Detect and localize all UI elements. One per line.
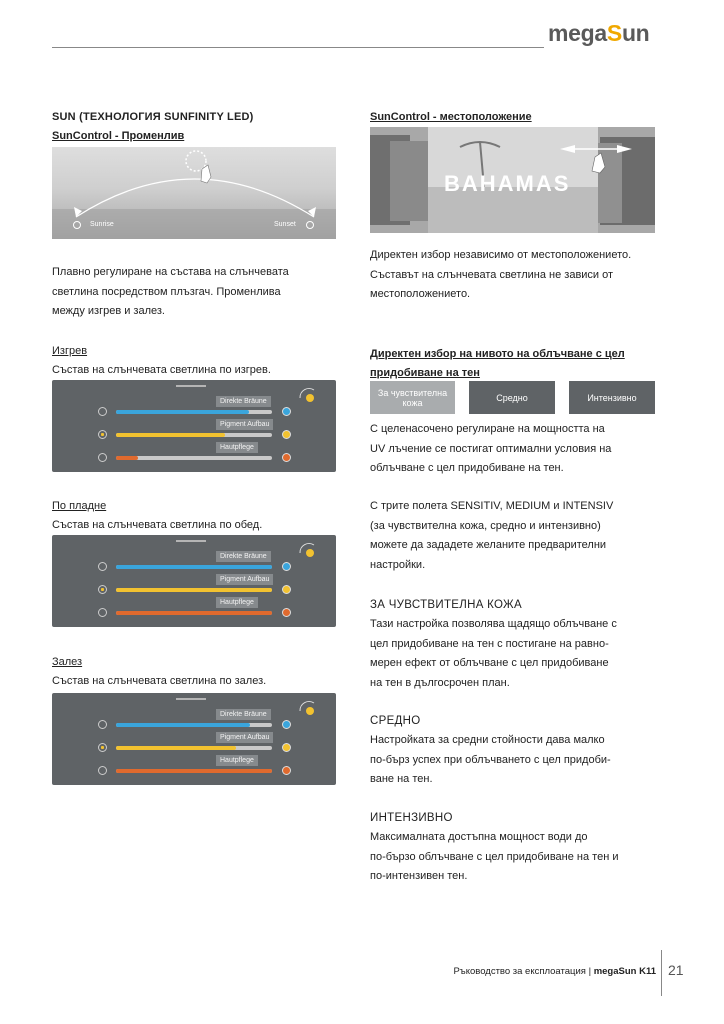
bahamas-text: BAHAMAS xyxy=(444,171,571,196)
slider-right-icon xyxy=(282,720,291,729)
slider-right-icon xyxy=(282,585,291,594)
sunset-label: Sunset xyxy=(274,221,296,228)
sunrise-sunset-image xyxy=(52,147,336,239)
slider-left-icon xyxy=(98,743,107,752)
slider-track[interactable] xyxy=(116,456,272,460)
panel-handle xyxy=(176,698,206,700)
slider-fill xyxy=(116,456,138,460)
slider-track[interactable] xyxy=(116,565,272,569)
sunrise-desc: Състав на слънчевата светлина по изгрев. xyxy=(52,364,271,376)
slider-left-icon xyxy=(98,720,107,729)
bahamas-image xyxy=(370,127,655,233)
sunset-title: Залез xyxy=(52,656,83,668)
slider-label: Direkte Bräune xyxy=(216,396,271,407)
medium-section-text: Настройката за средни стойности дава малко по-бърз успех при облъчването с цел придоби- ване на тен. xyxy=(370,734,611,785)
section-heading: SUN (ТЕХНОЛОГИЯ SUNFINITY LED) xyxy=(52,111,254,123)
sensitive-section-text: Тази настройка позволява щадящо облъчване с цел придобиване на тен с постигане на равно- мерен ефект от облъчване с цел придобиване на тен в дългосрочен план. xyxy=(370,618,617,689)
suncontrol-variable-heading: SunControl - Променлив xyxy=(52,130,185,142)
slider-left-icon xyxy=(98,562,107,571)
slider-fill xyxy=(116,588,272,592)
slider-left-icon xyxy=(98,608,107,617)
medium-button[interactable]: Средно xyxy=(469,381,555,414)
footer-divider xyxy=(661,950,662,996)
slider-right-icon xyxy=(282,453,291,462)
slider-track[interactable] xyxy=(116,433,272,437)
slider-fill xyxy=(116,433,225,437)
slider-label: Direkte Bräune xyxy=(216,709,271,720)
direct-level-heading: Директен избор на нивото на облъчване с цел придобиване на тен xyxy=(370,348,625,379)
page-number: 21 xyxy=(668,962,684,978)
sunrise-title: Изгрев xyxy=(52,345,88,357)
slider-label: Direkte Bräune xyxy=(216,551,271,562)
slider-track[interactable] xyxy=(116,769,272,773)
slider-left-icon xyxy=(98,407,107,416)
slider-left-icon xyxy=(98,766,107,775)
variable-description: Плавно регулиране на състава на слънчевата светлина посредством плъзгач. Променлива между изгрев и залез. xyxy=(52,266,289,317)
footer-text: Ръководство за експлоатация | megaSun K11 xyxy=(453,966,656,977)
slider-label: Pigment Aufbau xyxy=(216,732,273,743)
slider-panel-sunset xyxy=(52,693,336,785)
slider-label: Pigment Aufbau xyxy=(216,419,273,430)
slider-fill xyxy=(116,723,250,727)
slider-left-icon xyxy=(98,453,107,462)
intensive-button[interactable]: Интензивно xyxy=(569,381,655,414)
panel-handle xyxy=(176,540,206,542)
slider-track[interactable] xyxy=(116,723,272,727)
slider-track[interactable] xyxy=(116,588,272,592)
slider-label: Hautpflege xyxy=(216,442,258,453)
slider-left-icon xyxy=(98,585,107,594)
location-description: Директен избор независимо от местоположението. Съставът на слънчевата светлина не зависи от местоположението. xyxy=(370,249,632,300)
slider-label: Hautpflege xyxy=(216,597,258,608)
slider-right-icon xyxy=(282,608,291,617)
panel-handle xyxy=(176,385,206,387)
fields-paragraph: С трите полета SENSITIV, MEDIUM и INTENSIV (за чувствителна кожа, средно и интензивно) можете да зададете желаните предварителни настройки. xyxy=(370,500,614,571)
slider-fill xyxy=(116,410,249,414)
slider-fill xyxy=(116,746,236,750)
slider-label: Hautpflege xyxy=(216,755,258,766)
sensitive-skin-button[interactable]: За чувствителна кожа xyxy=(370,381,455,414)
slider-right-icon xyxy=(282,743,291,752)
slider-label: Pigment Aufbau xyxy=(216,574,273,585)
sun-icon xyxy=(296,539,320,563)
slider-track[interactable] xyxy=(116,746,272,750)
slider-right-icon xyxy=(282,407,291,416)
medium-section-title: СРЕДНО xyxy=(370,715,421,727)
sun-icon xyxy=(296,697,320,721)
slider-panel-noon xyxy=(52,535,336,627)
slider-fill xyxy=(116,565,272,569)
sensitive-section-title: ЗА ЧУВСТВИТЕЛНА КОЖА xyxy=(370,599,522,611)
slider-track[interactable] xyxy=(116,611,272,615)
sunset-desc: Състав на слънчевата светлина по залез. xyxy=(52,675,267,687)
header-rule xyxy=(52,47,544,48)
suncontrol-location-heading: SunControl - местоположение xyxy=(370,111,532,123)
power-paragraph: С целенасочено регулиране на мощността на UV лъчение се постигат оптимални условия на облъчване с цел придобиване на тен. xyxy=(370,423,612,474)
sun-icon xyxy=(296,384,320,408)
slider-right-icon xyxy=(282,562,291,571)
megasun-logo: megaSun xyxy=(548,20,650,46)
sunrise-label: Sunrise xyxy=(90,221,114,228)
slider-fill xyxy=(116,769,272,773)
slider-track[interactable] xyxy=(116,410,272,414)
slider-panel-sunrise xyxy=(52,380,336,472)
noon-desc: Състав на слънчевата светлина по обед. xyxy=(52,519,263,531)
intensive-section-text: Максималната достъпна мощност води до по-бързо облъчване с цел придобиване на тен и по-интензивен тен. xyxy=(370,831,619,882)
intensive-section-title: ИНТЕНЗИВНО xyxy=(370,812,453,824)
noon-title: По пладне xyxy=(52,500,107,512)
slider-right-icon xyxy=(282,430,291,439)
slider-left-icon xyxy=(98,430,107,439)
slider-right-icon xyxy=(282,766,291,775)
slider-fill xyxy=(116,611,272,615)
